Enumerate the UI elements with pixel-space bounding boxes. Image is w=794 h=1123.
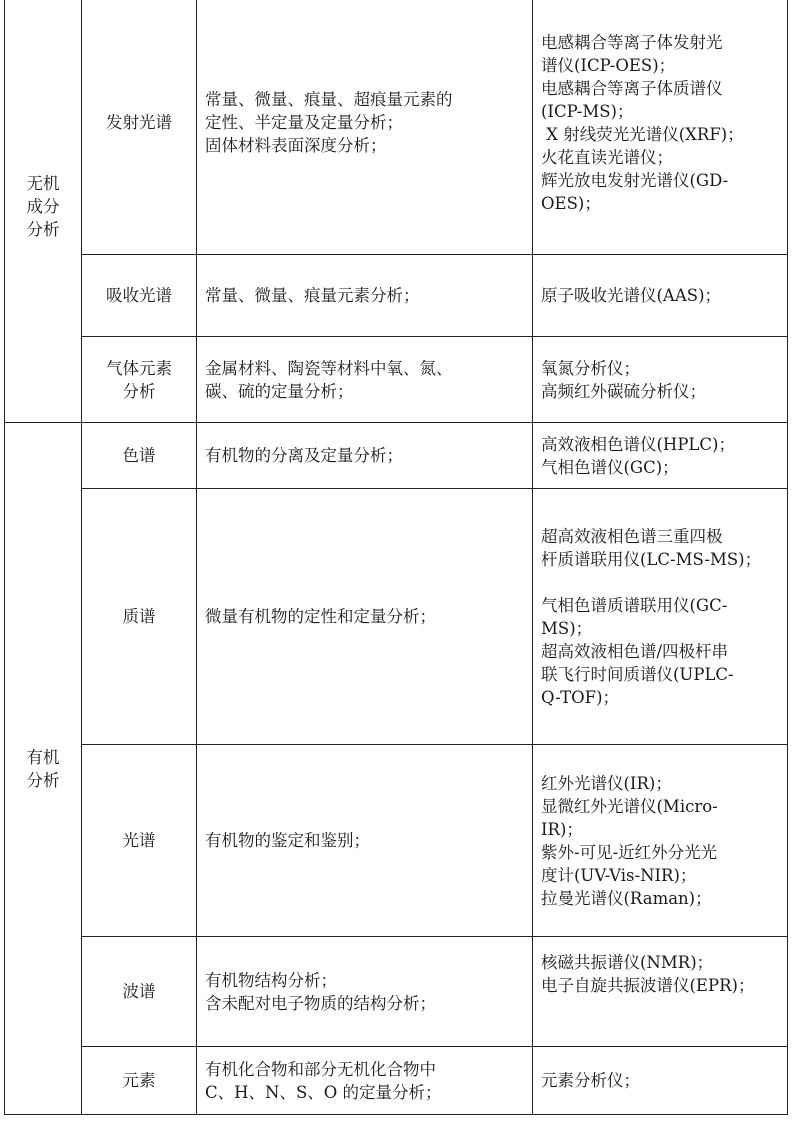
technique-cell [82, 255, 197, 337]
instrument-line: 超高效液相色谱/四极杆串 [541, 641, 729, 661]
instrument-line: 原子吸收光谱仪(AAS)； [541, 286, 722, 305]
instrument-cell [533, 489, 788, 745]
instrument-line: 氧氮分析仪； [541, 358, 640, 378]
application-line: 有机物的分离及定量分析； [205, 446, 403, 465]
technique-label: 分析 [122, 381, 156, 401]
instrument-line: 气相色谱仪(GC)； [541, 457, 679, 477]
application-cell [197, 337, 533, 423]
instrument-line: 核磁共振谱仪(NMR)； [541, 953, 714, 972]
table-row [5, 337, 788, 423]
instrument-line: IR)； [541, 819, 583, 839]
technique-cell [82, 1047, 197, 1115]
instrument-line: 谱仪(ICP-OES)； [541, 55, 676, 75]
technique-cell [82, 337, 197, 423]
application-line: 有机物的鉴定和鉴别； [205, 831, 370, 850]
instrument-line: 电感耦合等离子体质谱仪 [541, 78, 723, 98]
application-line: 含未配对电子物质的结构分析； [205, 993, 436, 1013]
instrument-line: (ICP-MS)； [541, 101, 634, 121]
technique-label: 波谱 [122, 982, 156, 1001]
instrument-line: 杆质谱联用仪(LC-MS-MS)； [541, 549, 762, 569]
application-line: 碳、硫的定量分析； [205, 381, 354, 401]
technique-label: 发射光谱 [106, 113, 172, 132]
category-cell-inorganic [5, 0, 82, 423]
instrument-line: Q-TOF)； [541, 687, 620, 707]
instrument-cell [533, 255, 788, 337]
instrument-line: MS)； [541, 618, 593, 638]
table-row [5, 745, 788, 937]
instrument-line: X 射线荧光光谱仪(XRF)； [541, 124, 744, 144]
instrument-line: 电感耦合等离子体发射光 [541, 32, 723, 52]
technique-label: 光谱 [122, 831, 156, 850]
instrument-line: 元素分析仪； [541, 1071, 640, 1090]
application-line: 有机物结构分析； [205, 970, 337, 990]
technique-cell [82, 745, 197, 937]
instrument-line: 红外光谱仪(IR)； [541, 773, 672, 793]
analysis-methods-table [4, 0, 788, 1115]
application-cell [197, 489, 533, 745]
application-line: 固体材料表面深度分析； [205, 136, 387, 155]
application-line: C、H、N、S、O 的定量分析； [205, 1082, 442, 1102]
instrument-line: 度计(UV-Vis-NIR)； [541, 865, 697, 885]
technique-cell [82, 423, 197, 489]
instrument-cell [533, 1047, 788, 1115]
application-cell [197, 937, 533, 1047]
application-cell [197, 1047, 533, 1115]
technique-label: 气体元素 [106, 358, 172, 378]
category-label-line: 分析 [26, 220, 60, 239]
instrument-line: 辉光放电发射光谱仪(GD- [541, 170, 729, 190]
table-row [5, 0, 788, 255]
technique-cell [82, 937, 197, 1047]
instrument-line-spacer [541, 571, 779, 594]
application-line: 常量、微量、痕量元素分析； [205, 286, 420, 305]
instrument-cell [533, 337, 788, 423]
instrument-line: 火花直读光谱仪； [541, 147, 673, 167]
category-label-line: 分析 [26, 770, 60, 790]
table-row [5, 489, 788, 745]
instrument-cell [533, 423, 788, 489]
technique-label: 吸收光谱 [106, 286, 172, 305]
instrument-line: 高效液相色谱仪(HPLC)； [541, 434, 735, 454]
table-row [5, 255, 788, 337]
instrument-cell [533, 937, 788, 1047]
application-cell [197, 745, 533, 937]
technique-cell [82, 0, 197, 255]
application-line: 常量、微量、痕量、超痕量元素的 [205, 90, 453, 109]
technique-label: 质谱 [122, 607, 156, 626]
category-cell-organic [5, 423, 82, 1115]
technique-cell [82, 489, 197, 745]
instrument-line: 联飞行时间质谱仪(UPLC- [541, 664, 734, 684]
application-line: 定性、半定量及定量分析； [205, 113, 403, 132]
instrument-cell [533, 0, 788, 255]
instrument-line: OES)； [541, 193, 601, 213]
category-label-line: 无机 [26, 174, 60, 193]
instrument-line: 显微红外光谱仪(Micro- [541, 796, 718, 816]
category-label-line: 成分 [26, 197, 60, 216]
application-line: 有机化合物和部分无机化合物中 [205, 1059, 436, 1079]
instrument-line: 气相色谱质谱联用仪(GC- [541, 595, 728, 615]
table-row [5, 937, 788, 1047]
instrument-cell [533, 745, 788, 937]
application-line: 微量有机物的定性和定量分析； [205, 607, 436, 626]
application-cell [197, 255, 533, 337]
technique-label: 色谱 [122, 446, 156, 465]
table-row [5, 1047, 788, 1115]
instrument-line: 高频红外碳硫分析仪； [541, 381, 706, 401]
application-cell [197, 423, 533, 489]
instrument-line: 超高效液相色谱三重四极 [541, 526, 723, 546]
instrument-line: 拉曼光谱仪(Raman)； [541, 888, 712, 908]
category-label-line: 有机 [26, 747, 60, 767]
technique-label: 元素 [122, 1071, 156, 1090]
table-row [5, 423, 788, 489]
instrument-line: 电子自旋共振波谱仪(EPR)； [541, 976, 755, 995]
instrument-line: 紫外-可见-近红外分光光 [541, 842, 718, 862]
application-cell [197, 0, 533, 255]
application-line: 金属材料、陶瓷等材料中氧、氮、 [205, 358, 453, 378]
